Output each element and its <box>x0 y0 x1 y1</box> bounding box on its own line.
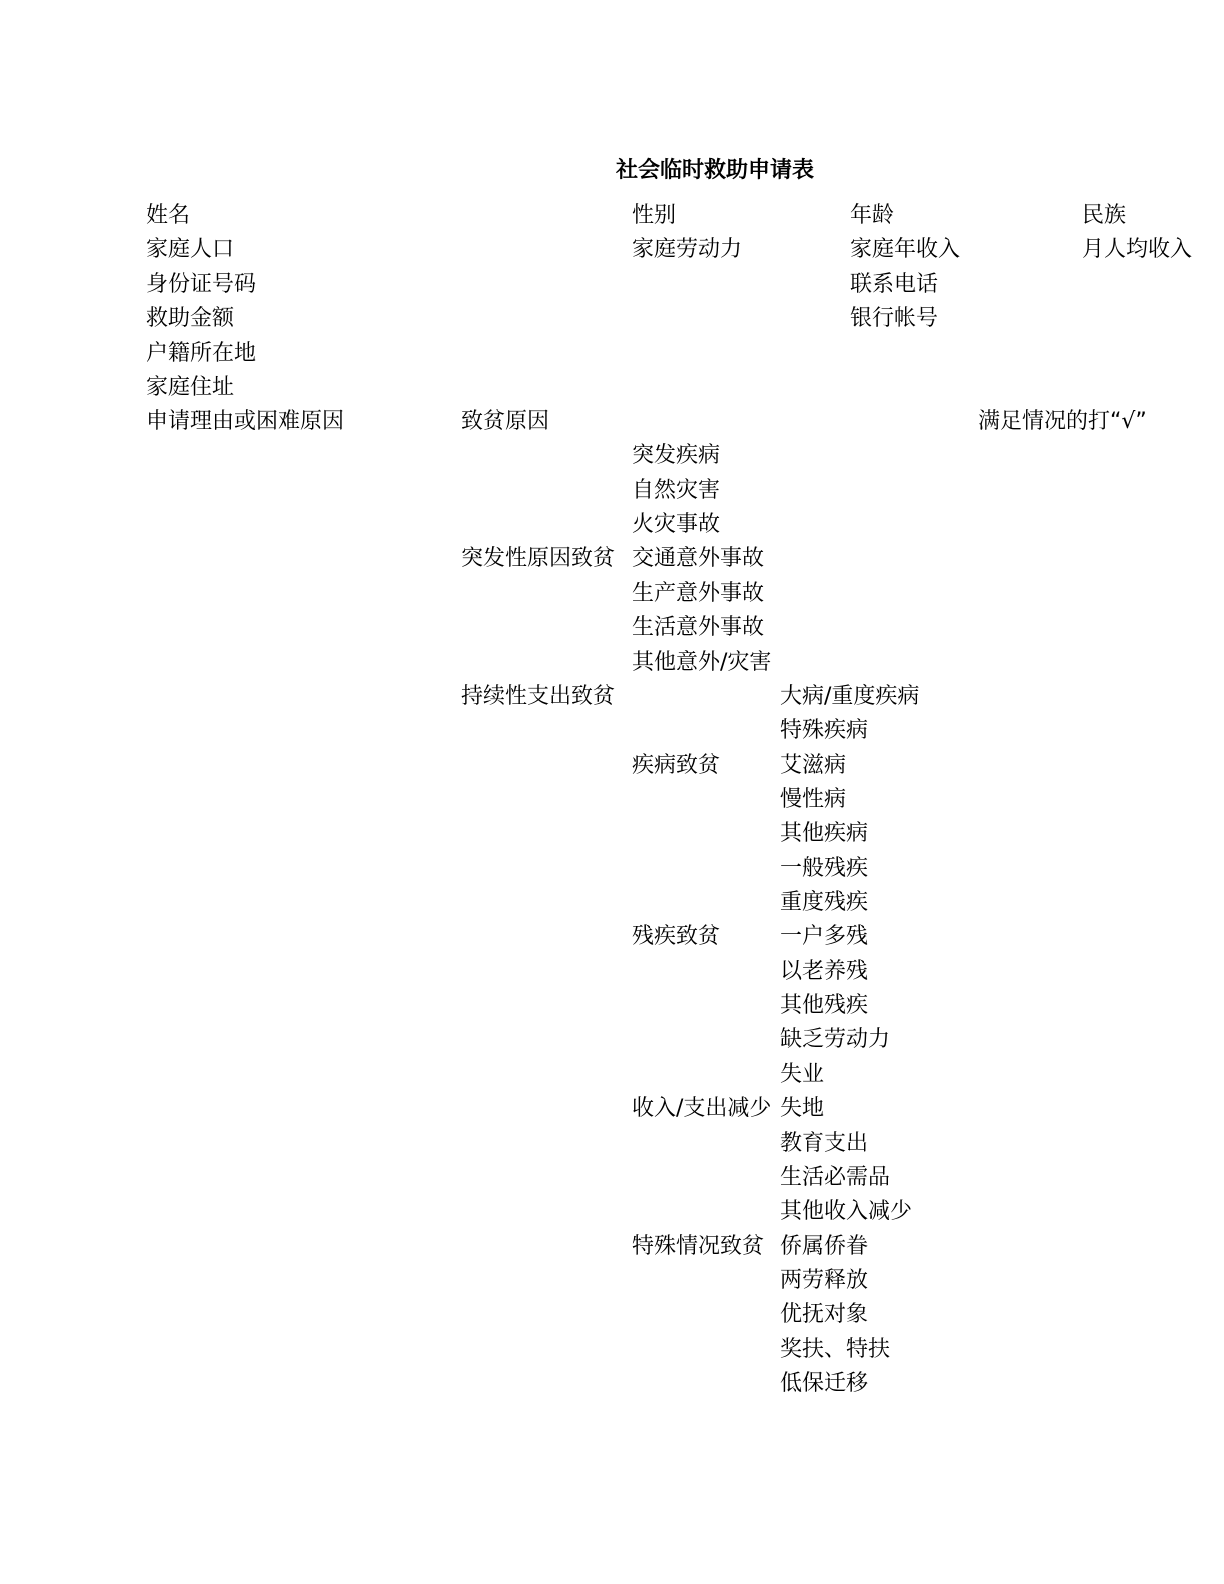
income-item: 失业 <box>780 1062 825 1087</box>
illness-group-label: 疾病致贫 <box>632 753 721 778</box>
sudden-item: 交通意外事故 <box>632 546 765 571</box>
income-item: 教育支出 <box>780 1131 869 1156</box>
gender-label: 性别 <box>632 203 677 228</box>
continuous-category-label: 持续性支出致贫 <box>461 684 616 709</box>
disability-group-label: 残疾致贫 <box>632 924 721 949</box>
sudden-item: 自然灾害 <box>632 478 721 503</box>
disability-item: 一户多残 <box>780 924 869 949</box>
bank-account-label: 银行帐号 <box>850 306 939 331</box>
special-item: 奖扶、特扶 <box>780 1337 891 1362</box>
sudden-item: 生活意外事故 <box>632 615 765 640</box>
sudden-item: 其他意外/灾害 <box>632 650 772 675</box>
disability-item: 一般残疾 <box>780 856 869 881</box>
sudden-item: 生产意外事故 <box>632 581 765 606</box>
income-item: 其他收入减少 <box>780 1199 913 1224</box>
age-label: 年龄 <box>850 203 895 228</box>
check-instruction-label: 满足情况的打“√” <box>978 409 1147 434</box>
income-group-label: 收入/支出减少 <box>632 1096 772 1121</box>
registered-residence-label: 户籍所在地 <box>146 341 257 366</box>
phone-label: 联系电话 <box>850 272 939 297</box>
income-item: 失地 <box>780 1096 825 1121</box>
illness-item: 大病/重度疾病 <box>780 684 920 709</box>
household-labor-label: 家庭劳动力 <box>632 237 743 262</box>
sudden-category-label: 突发性原因致贫 <box>461 546 616 571</box>
name-label: 姓名 <box>146 203 191 228</box>
page-title: 社会临时救助申请表 <box>616 158 815 183</box>
special-item: 两劳释放 <box>780 1268 869 1293</box>
special-item: 低保迁移 <box>780 1371 869 1396</box>
disability-item: 以老养残 <box>780 959 869 984</box>
household-size-label: 家庭人口 <box>146 237 235 262</box>
disability-item: 其他残疾 <box>780 993 869 1018</box>
special-item: 优抚对象 <box>780 1302 869 1327</box>
application-reason-label: 申请理由或困难原因 <box>146 409 345 434</box>
annual-income-label: 家庭年收入 <box>850 237 961 262</box>
illness-item: 特殊疾病 <box>780 718 869 743</box>
disability-item: 重度残疾 <box>780 890 869 915</box>
illness-item: 其他疾病 <box>780 821 869 846</box>
poverty-cause-label: 致贫原因 <box>461 409 550 434</box>
sudden-item: 火灾事故 <box>632 512 721 537</box>
illness-item: 慢性病 <box>780 787 847 812</box>
illness-item: 艾滋病 <box>780 753 847 778</box>
ethnicity-label: 民族 <box>1082 203 1127 228</box>
id-number-label: 身份证号码 <box>146 272 257 297</box>
monthly-income-label: 月人均收入 <box>1082 237 1193 262</box>
income-item: 生活必需品 <box>780 1165 891 1190</box>
aid-amount-label: 救助金额 <box>146 306 235 331</box>
sudden-item: 突发疾病 <box>632 443 721 468</box>
special-group-label: 特殊情况致贫 <box>632 1234 765 1259</box>
income-item: 缺乏劳动力 <box>780 1027 891 1052</box>
special-item: 侨属侨眷 <box>780 1234 869 1259</box>
home-address-label: 家庭住址 <box>146 375 235 400</box>
